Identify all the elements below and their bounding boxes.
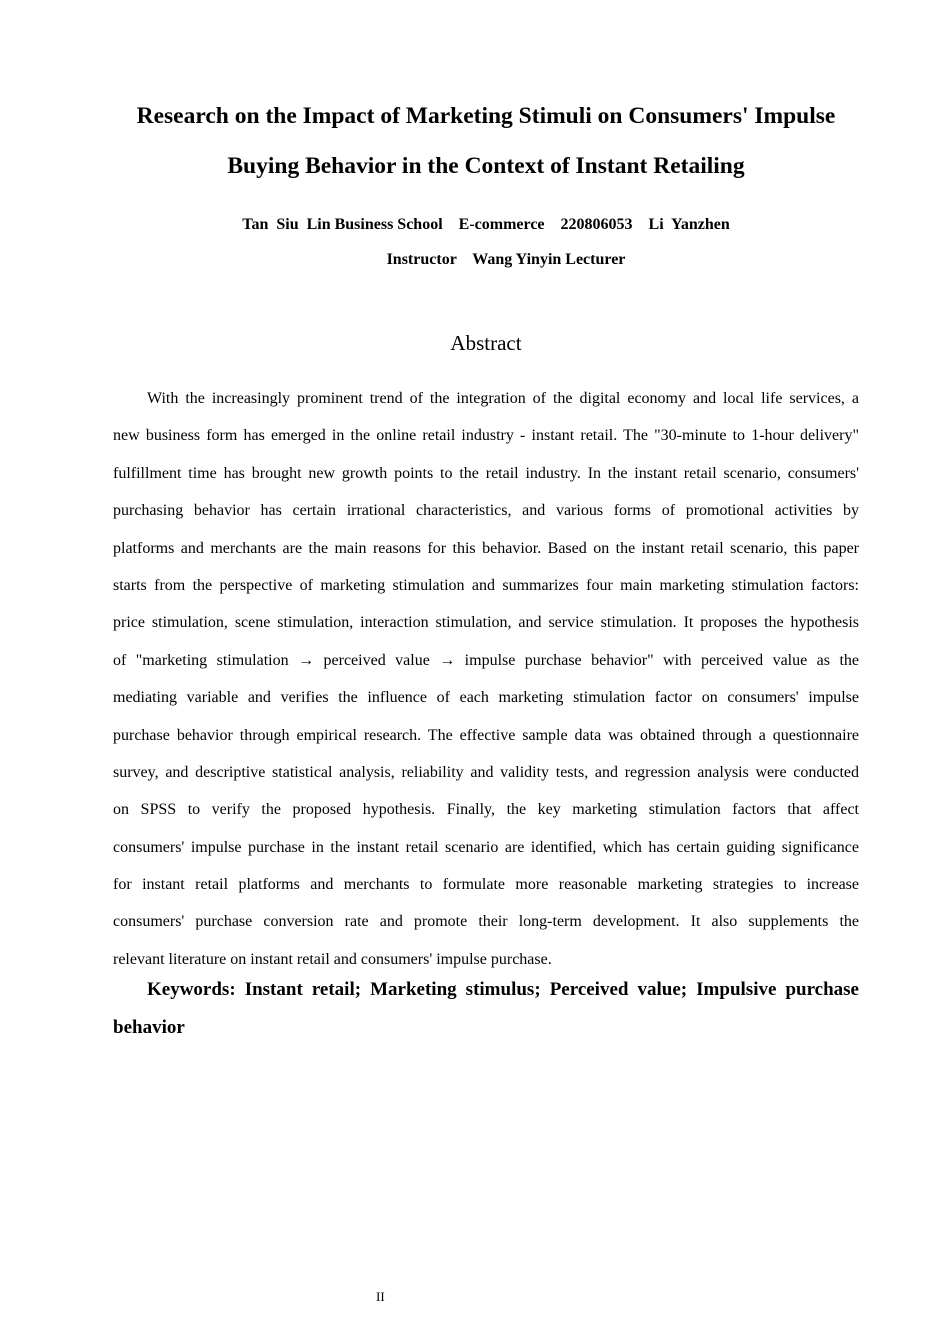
abstract-body xyxy=(113,380,859,978)
abstract-line: purchase behavior through empirical research. The effective sample data was obtained through a questionnaire xyxy=(113,726,859,744)
keywords-line-2: behavior xyxy=(113,1017,185,1038)
paper-title xyxy=(113,91,859,191)
abstract-line: new business form has emerged in the online retail industry - instant retail. The "30-minute to 1-hour delivery" xyxy=(113,427,859,445)
abstract-line: platforms and merchants are the main reasons for this behavior. Based on the instant retail scenario, this paper xyxy=(113,539,859,557)
abstract-line: With the increasingly prominent trend of the integration of the digital economy and local life services, a xyxy=(147,390,859,407)
title-line-1: Research on the Impact of Marketing Stimuli on Consumers' Impulse xyxy=(136,103,836,129)
author-info: Tan Siu Lin Business School E-commerce 220806053 Li Yanzhen xyxy=(242,216,730,233)
abstract-line: price stimulation, scene stimulation, interaction stimulation, and service stimulation. It proposes the hypothesis xyxy=(113,614,859,632)
abstract-line: fulfillment time has brought new growth points to the retail industry. In the instant retail scenario, consumers' xyxy=(113,464,859,482)
abstract-line: survey, and descriptive statistical analysis, reliability and validity tests, and regression analysis were conducted xyxy=(113,763,859,781)
abstract-line: on SPSS to verify the proposed hypothesis. Finally, the key marketing stimulation factors that affect xyxy=(113,801,859,819)
abstract-line: starts from the perspective of marketing stimulation and summarizes four main marketing stimulation factors: xyxy=(113,576,859,594)
abstract-line: consumers' impulse purchase in the instant retail scenario are identified, which has certain guiding significance xyxy=(113,838,859,856)
page-number: II xyxy=(376,1289,385,1304)
abstract-heading: Abstract xyxy=(450,331,522,355)
keywords xyxy=(113,971,859,1047)
abstract-line: purchasing behavior has certain irrational characteristics, and various forms of promotional activities by xyxy=(113,502,859,520)
keywords-line-1: Keywords: Instant retail; Marketing stimulus; Perceived value; Impulsive purchase xyxy=(147,979,859,1000)
abstract-line: relevant literature on instant retail and consumers' impulse purchase. xyxy=(113,950,552,968)
abstract-line: for instant retail platforms and merchants to formulate more reasonable marketing strategies to increase xyxy=(113,876,859,894)
abstract-line: mediating variable and verifies the influence of each marketing stimulation factor on consumers' impulse xyxy=(113,689,859,707)
title-line-2: Buying Behavior in the Context of Instant Retailing xyxy=(227,153,745,179)
abstract-line: of "marketing stimulation → perceived value → impulse purchase behavior" with perceived value as the xyxy=(113,651,859,669)
abstract-line: consumers' purchase conversion rate and promote their long-term development. It also supplements the xyxy=(113,913,859,931)
instructor-info: Instructor Wang Yinyin Lecturer xyxy=(386,251,626,268)
